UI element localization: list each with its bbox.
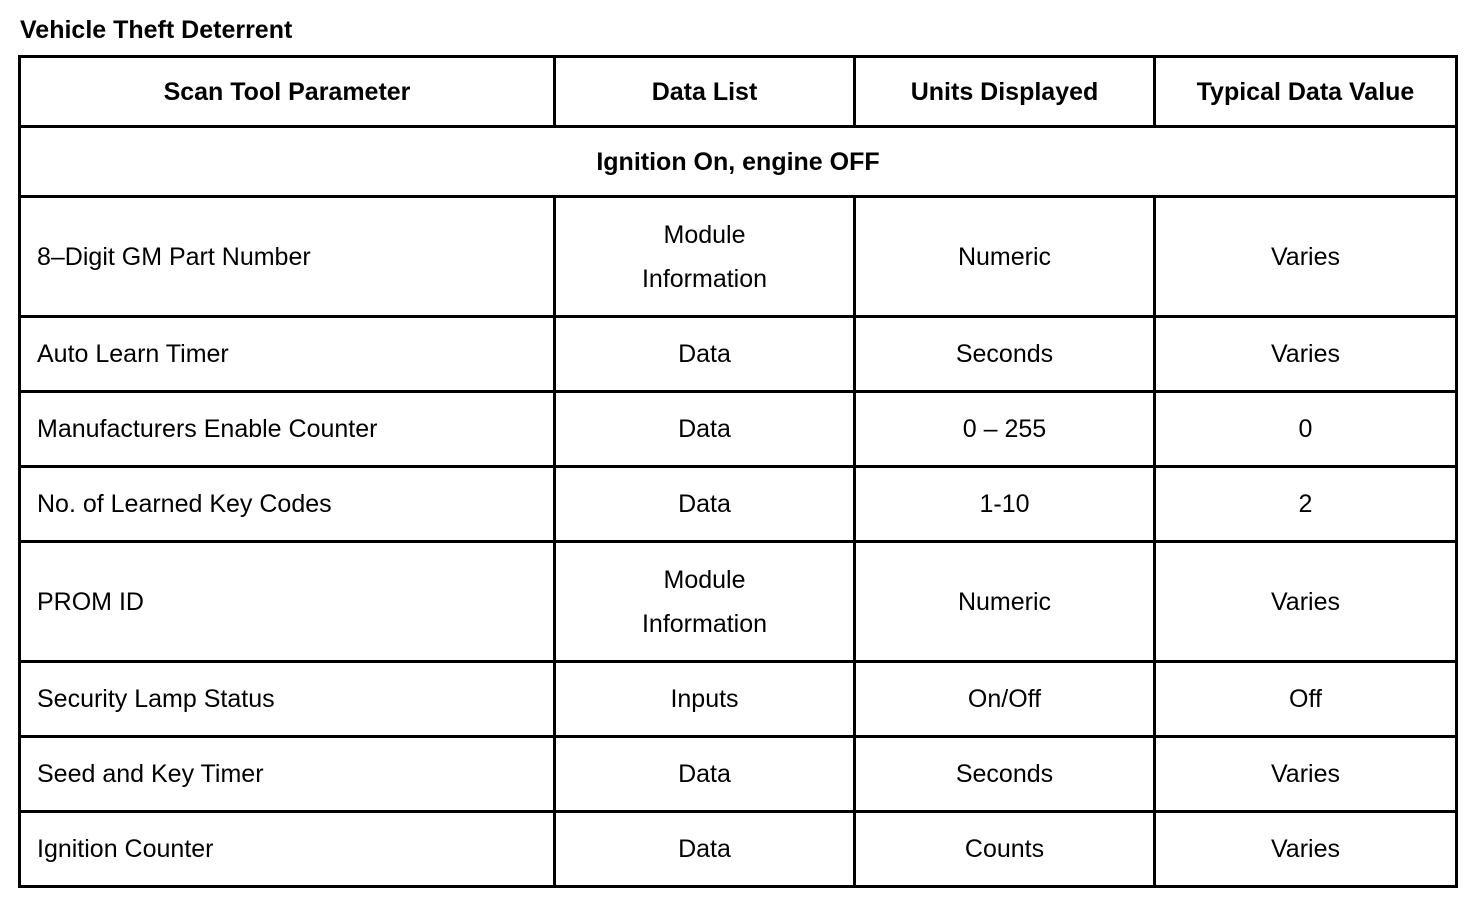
cell-parameter: Ignition Counter <box>20 812 555 887</box>
cell-units: 0 – 255 <box>855 392 1155 467</box>
cell-units: Numeric <box>855 542 1155 662</box>
cell-parameter: Seed and Key Timer <box>20 737 555 812</box>
cell-data-list: Data <box>555 392 855 467</box>
cell-units: 1-10 <box>855 467 1155 542</box>
table-row <box>20 467 1457 542</box>
table-row <box>20 317 1457 392</box>
cell-data-list: Data <box>555 467 855 542</box>
cell-typical: Varies <box>1155 542 1457 662</box>
header-row <box>20 57 1457 127</box>
cell-units: Counts <box>855 812 1155 887</box>
cell-parameter: Security Lamp Status <box>20 662 555 737</box>
table-row <box>20 737 1457 812</box>
section-label: Ignition On, engine OFF <box>20 127 1457 197</box>
document-title: Vehicle Theft Deterrent <box>20 16 293 44</box>
cell-units: Seconds <box>855 737 1155 812</box>
cell-data-list <box>555 197 855 317</box>
header-typical-data-value: Typical Data Value <box>1155 57 1457 127</box>
table-row <box>20 392 1457 467</box>
cell-data-list: Inputs <box>555 662 855 737</box>
table-row <box>20 812 1457 887</box>
vehicle-theft-deterrent-table <box>18 55 1458 888</box>
cell-units: Seconds <box>855 317 1155 392</box>
table-row <box>20 197 1457 317</box>
header-units-displayed: Units Displayed <box>855 57 1155 127</box>
cell-parameter: PROM ID <box>20 542 555 662</box>
cell-typical: Off <box>1155 662 1457 737</box>
cell-units: Numeric <box>855 197 1155 317</box>
cell-units: On/Off <box>855 662 1155 737</box>
cell-data-list: Data <box>555 737 855 812</box>
cell-typical: Varies <box>1155 812 1457 887</box>
cell-data-list-text: Module Information <box>641 565 768 638</box>
cell-parameter: 8–Digit GM Part Number <box>20 197 555 317</box>
header-scan-tool-parameter: Scan Tool Parameter <box>20 57 555 127</box>
cell-typical: 0 <box>1155 392 1457 467</box>
cell-data-list <box>555 542 855 662</box>
header-data-list: Data List <box>555 57 855 127</box>
cell-data-list: Data <box>555 812 855 887</box>
table-row <box>20 542 1457 662</box>
cell-typical: Varies <box>1155 317 1457 392</box>
section-row <box>20 127 1457 197</box>
cell-data-list-text: Module Information <box>641 220 768 293</box>
cell-parameter: Manufacturers Enable Counter <box>20 392 555 467</box>
cell-typical: Varies <box>1155 197 1457 317</box>
cell-typical: Varies <box>1155 737 1457 812</box>
cell-data-list: Data <box>555 317 855 392</box>
cell-parameter: No. of Learned Key Codes <box>20 467 555 542</box>
table-row <box>20 662 1457 737</box>
cell-typical: 2 <box>1155 467 1457 542</box>
cell-parameter: Auto Learn Timer <box>20 317 555 392</box>
